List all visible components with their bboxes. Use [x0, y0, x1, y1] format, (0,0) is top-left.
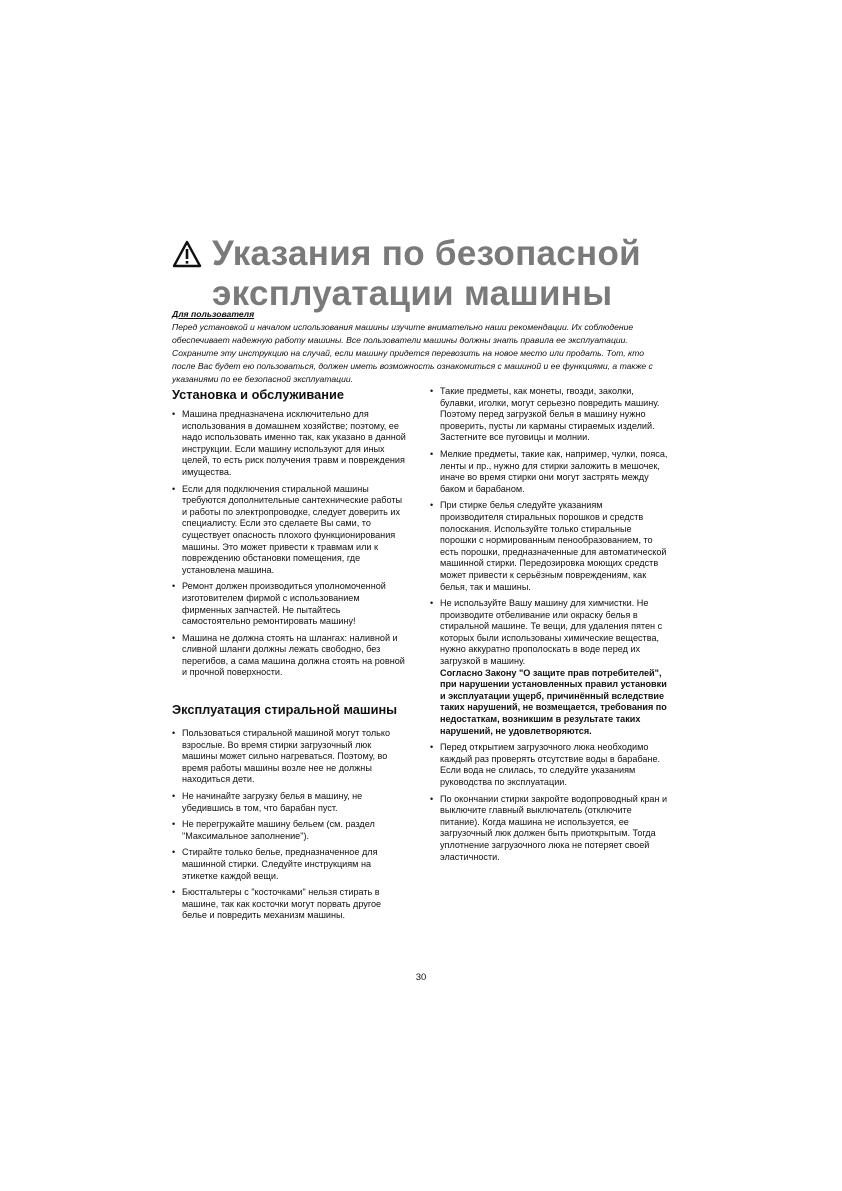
list-item: • Ремонт должен производиться уполномоченной изготовителем фирмой с использованием фирменных запчастей. Не пытайтесь самостоятельно ремонтировать машину!: [172, 581, 406, 627]
intro: [172, 308, 664, 386]
operation-list-final: [430, 742, 668, 863]
page-title: [212, 234, 641, 314]
list-item: • Перед открытием загрузочного люка необходимо каждый раз проверять отсутствие воды в барабане. Если вода не слилась, то следуйте указаниям руководства по эксплуатации.: [430, 742, 668, 788]
intro-heading: Для пользователя: [172, 309, 255, 319]
installation-list: [172, 409, 406, 679]
list-item: • Такие предметы, как монеты, гвозди, заколки, булавки, иголки, могут серьезно повредить машину. Поэтому перед загрузкой белья в машину нужно проверить, пусты ли карманы стираемых изделий. Застегните все пуговицы и молнии.: [430, 386, 668, 444]
list-item: • Мелкие предметы, такие как, например, чулки, пояса, ленты и пр., нужно для стирки заложить в мешочек, иначе во время стирки они могут застрять между баком и барабаном.: [430, 449, 668, 495]
page-title-line2: эксплуатации машины: [212, 274, 613, 313]
list-item: • Если для подключения стиральной машины требуются дополнительные сантехнические работы и работы по электропроводке, следует доверить их специалисту. Если это сделаете Вы сами, то существует опасность плохого функционирования машины. Это может привести к травмам или к повреждению обстановки помещения, где установлена машина.: [172, 484, 406, 577]
list-item: • Пользоваться стиральной машиной могут только взрослые. Во время стирки загрузочный люк машины может сильно нагреваться. Поэтому, во время работы машины возле нее не должны находиться дети.: [172, 728, 406, 786]
operation-list-continued: [430, 386, 668, 668]
list-item: • Не перегружайте машину бельем (см. раздел "Максимальное заполнение").: [172, 819, 406, 842]
warning-triangle-icon: [172, 240, 202, 268]
page-title-line1: Указания по безопасной: [212, 234, 641, 273]
list-item: • Стирайте только белье, предназначенное для машинной стирки. Следуйте инструкциям на этикетке каждой вещи.: [172, 847, 406, 882]
consumer-law-note: Согласно Закону "О защите прав потребителей", при нарушении установленных правил установки и эксплуатации ущерб, причинённый вследствие таких нарушений, не возмещается, требования по недостаткам, возникшим в результате таких нарушений, не удовлетворяются.: [440, 667, 667, 736]
list-item: • Машина предназначена исключительно для использования в домашнем хозяйстве; поэтому, ее надо использовать именно так, как указано в данной инструкции. Если машину используют для иных целей, то есть риск получения травм и повреждения имущества.: [172, 409, 406, 479]
page-number: 30: [415, 972, 427, 983]
right-column: [430, 386, 668, 868]
section-title-installation: Установка и обслуживание: [172, 387, 344, 402]
list-item: • Не используйте Вашу машину для химчистки. Не производите отбеливание или окраску белья в стиральной машине. Те вещи, для удаления пятен с которых были использованы химические вещества, нужно аккуратно прополоскать в воде перед их загрузкой в машину.: [430, 598, 668, 668]
list-item: • Машина не должна стоять на шлангах: наливной и сливной шланги должны лежать свободно, без перегибов, а сама машина должна стоять на ровной и прочной поверхности.: [172, 633, 406, 679]
left-column: [172, 388, 406, 927]
list-item: • При стирке белья следуйте указаниям производителя стиральных порошков и средств полоскания. Используйте только стиральные порошки с нормированным пенообразованием, то есть порошки, предназначенные для автоматической машинной стирки. Передозировка моющих средств может привести к серьёзным повреждениям, как белья, так и машины.: [430, 500, 668, 593]
list-item: • Не начинайте загрузку белья в машину, не убедившись в том, что барабан пуст.: [172, 791, 406, 814]
operation-list: [172, 728, 406, 922]
title-block: [172, 234, 672, 314]
section-title-operation: Эксплуатация стиральной машины: [172, 702, 398, 718]
intro-text: Перед установкой и началом использования машины изучите внимательно наши рекомендации. Их соблюдение обеспечивает надежную работу машины. Все пользователи машины должны знать правила ее эксплуатации. Сохраните эту инструкцию на случай, если машину придется перевозить на новое место или продать. Тот, кто после Вас будет ею пользоваться, должен иметь возможность ознакомиться с машиной и ее функциями, а также с указаниями по ее безопасной эксплуатации.: [172, 322, 653, 384]
list-item: • Бюстгальтеры с "косточками" нельзя стирать в машине, так как косточки могут порвать другое белье и повредить механизм машины.: [172, 887, 406, 922]
list-item: • По окончании стирки закройте водопроводный кран и выключите главный выключатель (отключите питание). Когда машина не используется, ее загрузочный люк должен быть приоткрытым. Тогда уплотнение загрузочного люка не потеряет своей эластичности.: [430, 794, 668, 864]
